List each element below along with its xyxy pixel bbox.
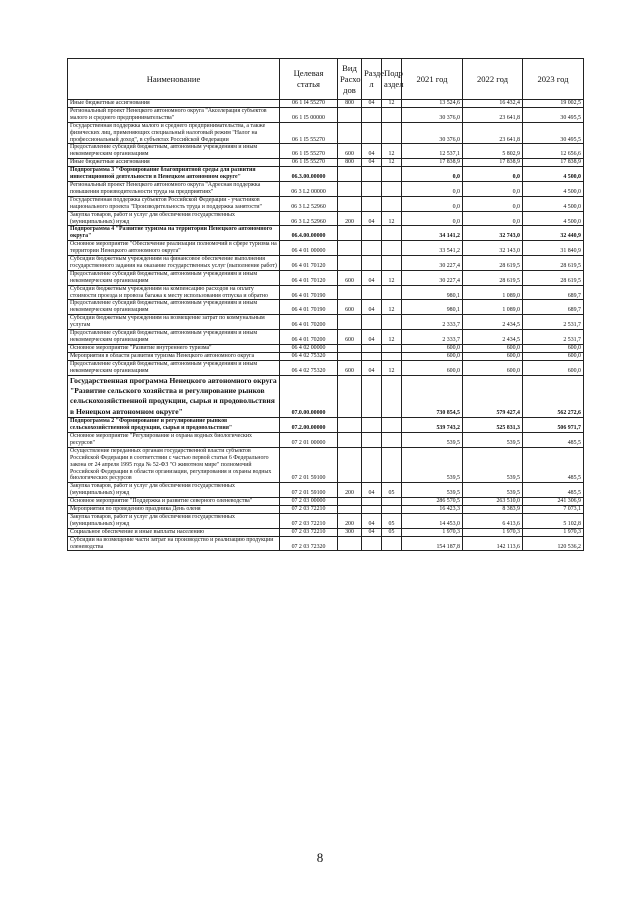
cell-amount-2021: 17 838,9 — [402, 159, 463, 167]
cell-section — [362, 285, 382, 300]
cell-subsection — [382, 285, 402, 300]
cell-expense-type: 600 — [338, 270, 362, 285]
cell-section: 04 — [362, 159, 382, 167]
cell-expense-type — [338, 344, 362, 352]
cell-subsection — [382, 498, 402, 506]
cell-section — [362, 241, 382, 256]
cell-amount-2022: 5 802,9 — [463, 144, 523, 159]
cell-amount-2022: 1 089,0 — [463, 285, 523, 300]
cell-expense-type — [338, 285, 362, 300]
cell-section — [362, 418, 382, 433]
cell-amount-2023: 12 656,6 — [523, 144, 584, 159]
cell-amount-2022: 600,0 — [463, 352, 523, 360]
cell-target-article: 06 4 01 00000 — [280, 241, 338, 256]
table-header-row — [68, 59, 584, 100]
cell-expense-type — [338, 447, 362, 483]
cell-amount-2022: 1 089,0 — [463, 300, 523, 315]
cell-amount-2021: 13 524,6 — [402, 100, 463, 108]
cell-section — [362, 167, 382, 182]
cell-amount-2021: 0,0 — [402, 196, 463, 211]
cell-subsection — [382, 241, 402, 256]
header-year-2023: 2023 год — [523, 59, 584, 100]
cell-subsection: 12 — [382, 300, 402, 315]
cell-amount-2022: 2 434,5 — [463, 315, 523, 330]
cell-amount-2021: 980,1 — [402, 285, 463, 300]
cell-name: Субсидии бюджетным учреждениям на компенсацию расходов на оплату стоимости проезда и провоза багажа к месту использования отпуска и обратно — [68, 285, 280, 300]
cell-target-article: 07 2 01 59100 — [280, 447, 338, 483]
cell-amount-2023: 1 970,3 — [523, 528, 584, 536]
table-row — [68, 181, 584, 196]
header-subsection: Подр аздел — [382, 59, 402, 100]
cell-target-article: 06 1 I5 55270 — [280, 122, 338, 144]
cell-amount-2022: 539,5 — [463, 483, 523, 498]
cell-name: Иные бюджетные ассигнования — [68, 159, 280, 167]
cell-amount-2021: 2 333,7 — [402, 315, 463, 330]
cell-amount-2023: 485,5 — [523, 447, 584, 483]
cell-section — [362, 536, 382, 551]
table-row — [68, 270, 584, 285]
cell-amount-2022: 263 510,0 — [463, 498, 523, 506]
cell-subsection: 12 — [382, 270, 402, 285]
cell-subsection — [382, 167, 402, 182]
cell-amount-2022: 28 619,5 — [463, 256, 523, 271]
cell-amount-2023: 30 495,5 — [523, 122, 584, 144]
cell-amount-2021: 30 227,4 — [402, 256, 463, 271]
cell-amount-2023: 689,7 — [523, 300, 584, 315]
cell-name: Основное мероприятие "Развитие внутреннего туризма" — [68, 344, 280, 352]
cell-amount-2022: 8 383,9 — [463, 506, 523, 514]
cell-amount-2023: 31 840,9 — [523, 241, 584, 256]
cell-expense-type: 800 — [338, 159, 362, 167]
cell-section: 04 — [362, 483, 382, 498]
cell-amount-2023: 600,0 — [523, 352, 584, 360]
table-row — [68, 513, 584, 528]
cell-target-article: 06 4 02 75320 — [280, 352, 338, 360]
cell-amount-2022: 32 143,0 — [463, 241, 523, 256]
table-row — [68, 107, 584, 122]
cell-amount-2021: 30 376,0 — [402, 122, 463, 144]
cell-amount-2022: 17 838,9 — [463, 159, 523, 167]
header-section: Разде л — [362, 59, 382, 100]
cell-subsection — [382, 181, 402, 196]
cell-expense-type: 200 — [338, 483, 362, 498]
cell-amount-2022: 2 434,5 — [463, 330, 523, 345]
table-row — [68, 447, 584, 483]
cell-section — [362, 226, 382, 241]
cell-section: 04 — [362, 100, 382, 108]
cell-expense-type — [338, 352, 362, 360]
cell-amount-2023: 4 500,0 — [523, 211, 584, 226]
table-row — [68, 536, 584, 551]
cell-name: Предоставление субсидий бюджетным, автономным учреждениям и иным некоммерческим организациям — [68, 360, 280, 375]
cell-expense-type — [338, 506, 362, 514]
cell-name: Социальное обеспечение и иные выплаты населению — [68, 528, 280, 536]
cell-amount-2021: 600,0 — [402, 344, 463, 352]
cell-name: Мероприятия в области развития туризма Ненецкого автономного округа — [68, 352, 280, 360]
cell-amount-2023: 5 102,8 — [523, 513, 584, 528]
cell-amount-2021: 539,5 — [402, 483, 463, 498]
cell-amount-2022: 600,0 — [463, 344, 523, 352]
cell-name: Государственная поддержка малого и среднего предпринимательства, а также физических лиц, применяющих специальный налоговый режим "Налог на профессиональный доход", в субъектах Российской Федерации — [68, 122, 280, 144]
cell-subsection: 05 — [382, 513, 402, 528]
cell-amount-2021: 154 187,8 — [402, 536, 463, 551]
cell-expense-type — [338, 167, 362, 182]
cell-name: Основное мероприятие "Регулирование и охрана водных биологических ресурсов" — [68, 432, 280, 447]
cell-amount-2022: 539,5 — [463, 432, 523, 447]
cell-section — [362, 352, 382, 360]
cell-amount-2022: 23 641,8 — [463, 122, 523, 144]
cell-name: Субсидии на возмещение части затрат на производство и реализацию продукции оленеводства — [68, 536, 280, 551]
cell-expense-type — [338, 226, 362, 241]
cell-target-article: 06 4 01 70120 — [280, 270, 338, 285]
cell-expense-type — [338, 107, 362, 122]
cell-amount-2022: 23 641,8 — [463, 107, 523, 122]
cell-subsection: 12 — [382, 144, 402, 159]
cell-amount-2022: 142 113,6 — [463, 536, 523, 551]
cell-target-article: 07 2 01 59100 — [280, 483, 338, 498]
cell-target-article: 06 4 01 70190 — [280, 300, 338, 315]
cell-section — [362, 196, 382, 211]
cell-subsection: 12 — [382, 330, 402, 345]
cell-section — [362, 432, 382, 447]
cell-amount-2021: 539,5 — [402, 432, 463, 447]
cell-name: Предоставление субсидий бюджетным, автономным учреждениям и иным некоммерческим организациям — [68, 270, 280, 285]
cell-expense-type — [338, 375, 362, 418]
cell-amount-2021: 286 570,5 — [402, 498, 463, 506]
cell-amount-2023: 7 073,1 — [523, 506, 584, 514]
cell-amount-2021: 34 141,2 — [402, 226, 463, 241]
cell-section: 04 — [362, 513, 382, 528]
table-row — [68, 300, 584, 315]
cell-name: Государственная программа Ненецкого автономного округа "Развитие сельского хозяйства и регулирование рынков сельскохозяйственной продукции, сырья и продовольствия в Ненецком автономном округе" — [68, 375, 280, 418]
cell-amount-2022: 0,0 — [463, 167, 523, 182]
cell-amount-2021: 600,0 — [402, 352, 463, 360]
cell-target-article: 06.3.00.00000 — [280, 167, 338, 182]
cell-subsection — [382, 536, 402, 551]
cell-target-article: 06 4 02 00000 — [280, 344, 338, 352]
cell-subsection: 12 — [382, 211, 402, 226]
cell-name: Закупка товаров, работ и услуг для обеспечения государственных (муниципальных) нужд — [68, 483, 280, 498]
table-body — [68, 100, 584, 551]
cell-expense-type: 600 — [338, 300, 362, 315]
table-row — [68, 144, 584, 159]
cell-amount-2022: 0,0 — [463, 211, 523, 226]
cell-section — [362, 256, 382, 271]
cell-amount-2021: 1 970,3 — [402, 528, 463, 536]
table-row — [68, 352, 584, 360]
cell-section: 04 — [362, 528, 382, 536]
cell-target-article: 06 3 L2 52960 — [280, 211, 338, 226]
cell-target-article: 07 2 03 00000 — [280, 498, 338, 506]
cell-amount-2023: 241 306,9 — [523, 498, 584, 506]
table-row — [68, 506, 584, 514]
cell-amount-2022: 16 432,4 — [463, 100, 523, 108]
cell-name: Предоставление субсидий бюджетным, автономным учреждениям и иным некоммерческим организациям — [68, 330, 280, 345]
cell-subsection: 12 — [382, 159, 402, 167]
cell-name: Мероприятия по проведению праздника День оленя — [68, 506, 280, 514]
header-year-2022: 2022 год — [463, 59, 523, 100]
cell-subsection — [382, 122, 402, 144]
cell-amount-2021: 980,1 — [402, 300, 463, 315]
cell-section — [362, 181, 382, 196]
cell-name: Иные бюджетные ассигнования — [68, 100, 280, 108]
table-row — [68, 432, 584, 447]
cell-amount-2023: 4 500,0 — [523, 167, 584, 182]
cell-amount-2021: 0,0 — [402, 211, 463, 226]
cell-name: Региональный проект Ненецкого автономного округа "Адресная поддержка повышения производительности труда на предприятиях" — [68, 181, 280, 196]
cell-expense-type — [338, 256, 362, 271]
cell-amount-2021: 0,0 — [402, 167, 463, 182]
cell-name: Региональный проект Ненецкого автономного округа "Акселерация субъектов малого и среднего предпринимательства" — [68, 107, 280, 122]
cell-amount-2023: 689,7 — [523, 285, 584, 300]
cell-name: Государственная поддержка субъектов Российской Федерации - участников национального проекта "Производительность труда и поддержка занятости" — [68, 196, 280, 211]
cell-target-article: 07 2 01 00000 — [280, 432, 338, 447]
cell-amount-2023: 120 536,2 — [523, 536, 584, 551]
cell-amount-2021: 14 453,0 — [402, 513, 463, 528]
cell-amount-2023: 30 495,5 — [523, 107, 584, 122]
table-row — [68, 330, 584, 345]
cell-target-article: 07 2 03 72320 — [280, 536, 338, 551]
cell-amount-2021: 0,0 — [402, 181, 463, 196]
cell-name: Закупка товаров, работ и услуг для обеспечения государственных (муниципальных) нужд — [68, 211, 280, 226]
header-target-article: Целевая статья — [280, 59, 338, 100]
cell-target-article: 06 3 L2 52960 — [280, 196, 338, 211]
cell-name: Подпрограмма 2 "Формирование и регулирование рынков сельскохозяйственной продукции, сырья и продовольствия" — [68, 418, 280, 433]
cell-expense-type: 600 — [338, 360, 362, 375]
cell-section — [362, 498, 382, 506]
cell-expense-type — [338, 315, 362, 330]
cell-expense-type: 300 — [338, 528, 362, 536]
cell-amount-2023: 28 619,5 — [523, 256, 584, 271]
cell-section: 04 — [362, 360, 382, 375]
header-year-2021: 2021 год — [402, 59, 463, 100]
cell-target-article: 06 4 01 70120 — [280, 256, 338, 271]
table-row — [68, 100, 584, 108]
header-name: Наименование — [68, 59, 280, 100]
table-row — [68, 211, 584, 226]
cell-name: Основное мероприятие "Обеспечение реализации полномочий в сфере туризма на территории Ненецкого автономного округа" — [68, 241, 280, 256]
cell-target-article: 06 3 L2 00000 — [280, 181, 338, 196]
cell-expense-type — [338, 536, 362, 551]
cell-target-article: 06 4 02 75320 — [280, 360, 338, 375]
cell-subsection — [382, 432, 402, 447]
header-expense-type: Вид Расхо дов — [338, 59, 362, 100]
cell-amount-2021: 33 541,2 — [402, 241, 463, 256]
cell-amount-2022: 32 743,0 — [463, 226, 523, 241]
table-row — [68, 122, 584, 144]
cell-target-article: 07 2 03 72210 — [280, 513, 338, 528]
cell-target-article: 07 2 03 72210 — [280, 528, 338, 536]
cell-name: Подпрограмма 4 "Развитие туризма на территории Ненецкого автономного округа" — [68, 226, 280, 241]
cell-subsection — [382, 344, 402, 352]
cell-amount-2021: 30 227,4 — [402, 270, 463, 285]
cell-amount-2021: 30 376,0 — [402, 107, 463, 122]
cell-amount-2022: 28 619,5 — [463, 270, 523, 285]
budget-table — [67, 58, 584, 551]
cell-amount-2023: 4 500,0 — [523, 181, 584, 196]
cell-amount-2023: 19 002,5 — [523, 100, 584, 108]
page-number: 8 — [316, 850, 324, 865]
table-row — [68, 528, 584, 536]
cell-subsection — [382, 256, 402, 271]
cell-section: 04 — [362, 330, 382, 345]
cell-target-article: 06 4 01 70200 — [280, 330, 338, 345]
cell-subsection: 12 — [382, 360, 402, 375]
cell-amount-2023: 600,0 — [523, 360, 584, 375]
cell-section — [362, 344, 382, 352]
cell-expense-type: 600 — [338, 144, 362, 159]
table-row — [68, 498, 584, 506]
cell-target-article: 07.0.00.00000 — [280, 375, 338, 418]
cell-target-article: 07 2 03 72210 — [280, 506, 338, 514]
cell-expense-type — [338, 122, 362, 144]
cell-expense-type: 200 — [338, 211, 362, 226]
cell-amount-2023: 28 619,5 — [523, 270, 584, 285]
cell-subsection — [382, 447, 402, 483]
cell-amount-2021: 730 854,5 — [402, 375, 463, 418]
cell-amount-2021: 539,5 — [402, 447, 463, 483]
cell-subsection — [382, 107, 402, 122]
cell-expense-type: 800 — [338, 100, 362, 108]
cell-amount-2023: 562 272,6 — [523, 375, 584, 418]
table-row — [68, 159, 584, 167]
cell-expense-type — [338, 498, 362, 506]
cell-subsection: 12 — [382, 100, 402, 108]
cell-subsection — [382, 315, 402, 330]
table-row — [68, 344, 584, 352]
cell-amount-2023: 506 971,7 — [523, 418, 584, 433]
cell-amount-2022: 0,0 — [463, 181, 523, 196]
cell-expense-type — [338, 196, 362, 211]
cell-expense-type — [338, 241, 362, 256]
table-row — [68, 360, 584, 375]
cell-subsection: 05 — [382, 528, 402, 536]
cell-expense-type: 600 — [338, 330, 362, 345]
cell-target-article: 06.4.00.00000 — [280, 226, 338, 241]
cell-target-article: 06 1 I5 55270 — [280, 144, 338, 159]
cell-amount-2023: 600,0 — [523, 344, 584, 352]
cell-section — [362, 506, 382, 514]
cell-amount-2021: 16 423,3 — [402, 506, 463, 514]
cell-amount-2023: 485,5 — [523, 432, 584, 447]
cell-amount-2023: 2 531,7 — [523, 315, 584, 330]
cell-subsection — [382, 226, 402, 241]
cell-name: Закупка товаров, работ и услуг для обеспечения государственных (муниципальных) нужд — [68, 513, 280, 528]
cell-section: 04 — [362, 270, 382, 285]
cell-subsection: 05 — [382, 483, 402, 498]
cell-amount-2022: 600,0 — [463, 360, 523, 375]
cell-section: 04 — [362, 144, 382, 159]
cell-name: Подпрограмма 3 "Формирование благоприятной среды для развития инвестиционной деятельности в Ненецком автономном округе" — [68, 167, 280, 182]
cell-name: Субсидии бюджетным учреждениям на финансовое обеспечение выполнения государственного задания на оказание государственных услуг (выполнение работ) — [68, 256, 280, 271]
table-row — [68, 315, 584, 330]
cell-section — [362, 447, 382, 483]
cell-amount-2022: 1 970,3 — [463, 528, 523, 536]
cell-expense-type: 200 — [338, 513, 362, 528]
cell-amount-2023: 485,5 — [523, 483, 584, 498]
cell-target-article: 06 4 01 70190 — [280, 285, 338, 300]
cell-subsection — [382, 418, 402, 433]
cell-name: Осуществление переданных органам государственной власти субъектов Российской Федерации в соответствии с частью первой статьи 6 Федерального закона от 24 апреля 1995 года № 52-ФЗ "О животном мире" полномочий Российской Федерации в области организации, регулирования и охраны водных биологических ресурсов — [68, 447, 280, 483]
cell-target-article: 07.2.00.00000 — [280, 418, 338, 433]
cell-amount-2023: 4 500,0 — [523, 196, 584, 211]
table-row — [68, 285, 584, 300]
cell-name: Субсидии бюджетным учреждениям на возмещение затрат по коммунальным услугам — [68, 315, 280, 330]
cell-expense-type — [338, 181, 362, 196]
table-row — [68, 196, 584, 211]
cell-subsection — [382, 375, 402, 418]
cell-target-article: 06 1 I5 00000 — [280, 107, 338, 122]
cell-amount-2022: 525 831,3 — [463, 418, 523, 433]
cell-amount-2023: 32 440,9 — [523, 226, 584, 241]
cell-amount-2021: 2 333,7 — [402, 330, 463, 345]
cell-amount-2021: 539 743,2 — [402, 418, 463, 433]
cell-section — [362, 107, 382, 122]
table-row — [68, 226, 584, 241]
cell-target-article: 06 4 01 70200 — [280, 315, 338, 330]
cell-amount-2022: 579 427,4 — [463, 375, 523, 418]
table-row — [68, 167, 584, 182]
cell-name: Предоставление субсидий бюджетным, автономным учреждениям и иным некоммерческим организациям — [68, 300, 280, 315]
table-row — [68, 375, 584, 418]
cell-section: 04 — [362, 211, 382, 226]
table-row — [68, 418, 584, 433]
cell-amount-2022: 6 413,6 — [463, 513, 523, 528]
cell-target-article: 06 1 I4 55270 — [280, 100, 338, 108]
cell-section — [362, 122, 382, 144]
cell-amount-2022: 539,5 — [463, 447, 523, 483]
cell-amount-2021: 12 537,1 — [402, 144, 463, 159]
cell-subsection — [382, 506, 402, 514]
cell-amount-2021: 600,0 — [402, 360, 463, 375]
cell-subsection — [382, 196, 402, 211]
cell-subsection — [382, 352, 402, 360]
cell-expense-type — [338, 432, 362, 447]
cell-amount-2023: 17 838,9 — [523, 159, 584, 167]
cell-name: Основное мероприятие "Поддержка и развитие северного оленеводства" — [68, 498, 280, 506]
table-row — [68, 256, 584, 271]
cell-amount-2022: 0,0 — [463, 196, 523, 211]
cell-name: Предоставление субсидий бюджетным, автономным учреждениям и иным некоммерческим организациям — [68, 144, 280, 159]
cell-amount-2023: 2 531,7 — [523, 330, 584, 345]
cell-expense-type — [338, 418, 362, 433]
cell-section — [362, 315, 382, 330]
cell-target-article: 06 1 I5 55270 — [280, 159, 338, 167]
cell-section — [362, 375, 382, 418]
table-row — [68, 241, 584, 256]
cell-section: 04 — [362, 300, 382, 315]
table-row — [68, 483, 584, 498]
